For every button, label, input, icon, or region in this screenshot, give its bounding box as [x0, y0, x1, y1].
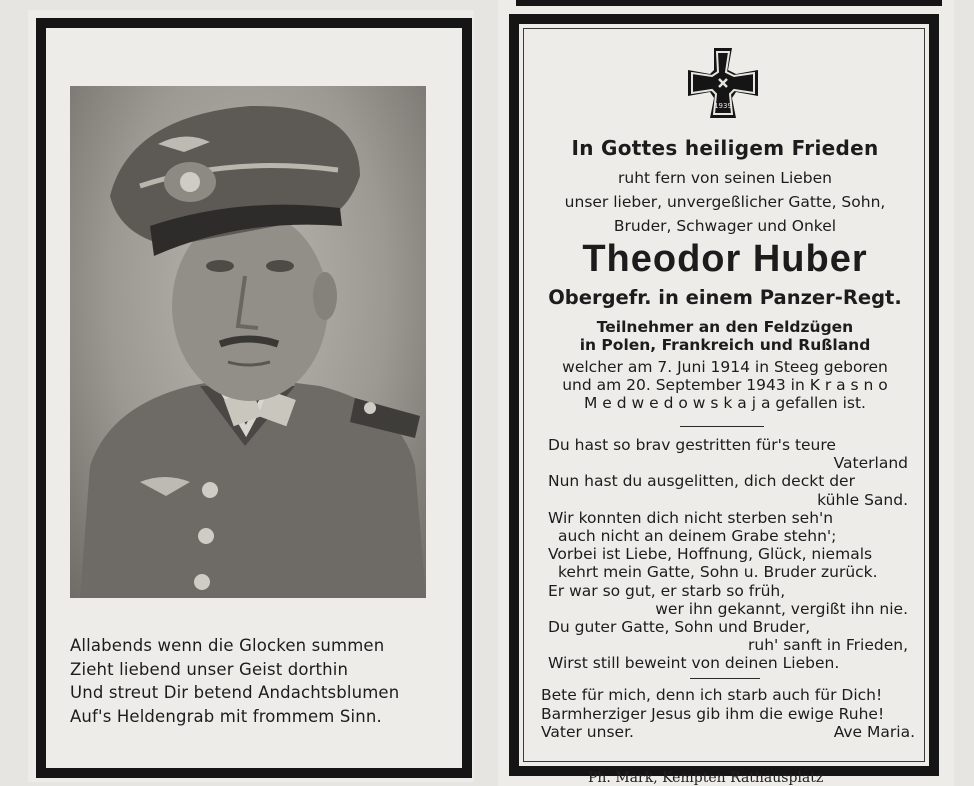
- closing-left: Vater unser.: [541, 723, 634, 741]
- closing-line: [541, 723, 915, 742]
- intro-line: Bruder, Schwager und Onkel: [613, 217, 837, 235]
- prayer-line: Barmherziger Jesus gib ihm die ewige Ruhe!: [541, 704, 885, 723]
- poem-line: Und streut Dir betend Andachtsblumen: [70, 683, 400, 702]
- campaign-line: Teilnehmer an den Feldzügen: [596, 318, 854, 336]
- verse-line: kühle Sand.: [817, 490, 908, 509]
- soldier-portrait-image: [70, 86, 426, 598]
- verse-line: Du hast so brav gestritten für's teure: [548, 436, 836, 454]
- iron-cross-icon: [686, 46, 760, 120]
- verse-line: Vorbei ist Liebe, Hoffnung, Glück, niemals: [548, 545, 873, 564]
- campaign-line: in Polen, Frankreich und Rußland: [579, 336, 871, 354]
- deceased-name: Theodor Huber: [582, 238, 868, 280]
- left-poem: [70, 634, 430, 728]
- verse-line: ruh' sanft in Frieden,: [748, 636, 908, 655]
- poem-line: Auf's Heldengrab mit frommem Sinn.: [70, 706, 382, 726]
- top-border-strip: [516, 0, 942, 6]
- campaign-text: [520, 318, 930, 354]
- verse-line: auch nicht an deinem Grabe stehn';: [558, 527, 837, 546]
- closing-right: Ave Maria.: [833, 723, 915, 741]
- birth-death-line: welcher am 7. Juni 1914 in Steeg geboren: [562, 358, 888, 376]
- divider-bottom: [690, 678, 760, 679]
- verse-line: kehrt mein Gatte, Sohn u. Bruder zurück.: [558, 563, 878, 582]
- verse-line: Vaterland: [833, 454, 908, 473]
- verse-line: Wir konnten dich nicht sterben seh'n: [548, 508, 834, 527]
- divider-top: [680, 426, 764, 427]
- intro-text: [520, 166, 930, 238]
- birth-death-text: [520, 358, 930, 412]
- birth-death-line: und am 20. September 1943 in K r a s n o: [562, 376, 888, 394]
- heading: In Gottes heiligem Frieden: [571, 136, 879, 160]
- intro-line: ruht fern von seinen Lieben: [618, 169, 832, 187]
- soldier-portrait-photo: [70, 86, 426, 598]
- birth-death-line: M e d w e d o w s k a j a gefallen ist.: [584, 394, 866, 412]
- poem-line: Allabends wenn die Glocken summen: [70, 636, 385, 655]
- memorial-verse: [548, 436, 908, 673]
- verse-line: Er war so gut, er starb so früh,: [548, 581, 786, 600]
- verse-line: Nun hast du ausgelitten, dich deckt der: [548, 472, 855, 491]
- verse-line: Du guter Gatte, Sohn und Bruder,: [548, 618, 811, 637]
- prayer-line: Bete für mich, denn ich starb auch für Dich!: [541, 686, 883, 704]
- poem-line: Zieht liebend unser Geist dorthin: [70, 659, 349, 679]
- prayer-text: [541, 686, 915, 742]
- printer-imprint: Ph. Mark, Kempten Rathausplatz: [588, 770, 824, 786]
- military-rank: Obergefr. in einem Panzer-Regt.: [548, 286, 902, 309]
- verse-line: Wirst still beweint von deinen Lieben.: [548, 654, 840, 673]
- intro-line: unser lieber, unvergeßlicher Gatte, Sohn,: [564, 193, 886, 211]
- verse-line: wer ihn gekannt, vergißt ihn nie.: [655, 599, 908, 618]
- emblem-year: 1939: [714, 102, 732, 110]
